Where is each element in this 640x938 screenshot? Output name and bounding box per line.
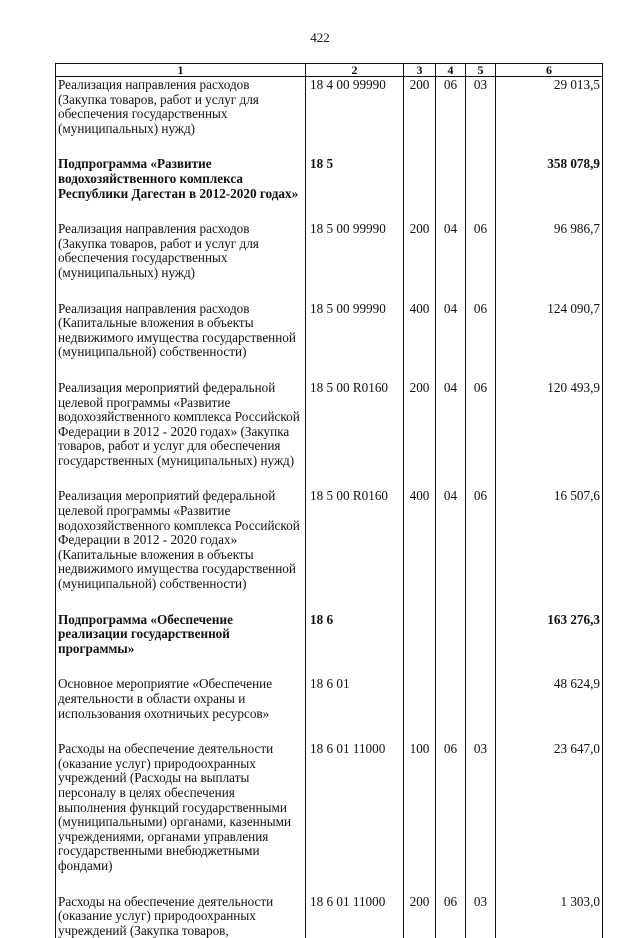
row-pr: 03	[466, 77, 496, 137]
row-name: Реализация мероприятий федеральной целевой программы «Развитие водохозяйственного комплекса Российской Федерации в 2012 - 2020 годах» (Закупка товаров, работ и услуг для обеспечения государственных (муниципальных) нужд)	[56, 380, 306, 469]
row-vr: 400	[404, 488, 436, 591]
table-row	[56, 741, 603, 873]
row-vr: 200	[404, 77, 436, 137]
row-amount: 120 493,9	[496, 380, 603, 469]
table-row	[56, 488, 603, 591]
row-spacer	[56, 656, 603, 676]
row-code: 18 6	[306, 612, 404, 657]
table-row	[56, 221, 603, 280]
row-name: Реализация направления расходов (Закупка товаров, работ и услуг для обеспечения государственных (муниципальных) нужд)	[56, 77, 306, 137]
table-row	[56, 676, 603, 721]
row-pr	[466, 676, 496, 721]
row-pr: 06	[466, 380, 496, 469]
row-name: Подпрограмма «Обеспечение реализации государственной программы»	[56, 612, 306, 657]
row-name: Расходы на обеспечение деятельности (оказание услуг) природоохранных учреждений (Закупка товаров,	[56, 894, 306, 938]
row-spacer	[56, 136, 603, 156]
row-vr	[404, 612, 436, 657]
table-row	[56, 156, 603, 201]
header-col-4: 4	[436, 64, 466, 77]
row-amount: 124 090,7	[496, 301, 603, 360]
row-code: 18 6 01 11000	[306, 894, 404, 938]
row-code: 18 5 00 R0160	[306, 488, 404, 591]
row-pr: 03	[466, 894, 496, 938]
row-name: Реализация мероприятий федеральной целевой программы «Развитие водохозяйственного комплекса Российской Федерации в 2012 - 2020 годах» (Капитальные вложения в объекты недвижимого имущества государственной (муниципальной) собственности)	[56, 488, 306, 591]
row-amount: 23 647,0	[496, 741, 603, 873]
row-code: 18 6 01 11000	[306, 741, 404, 873]
row-spacer	[56, 201, 603, 221]
table-row	[56, 301, 603, 360]
row-pr: 06	[466, 221, 496, 280]
row-vr: 100	[404, 741, 436, 873]
header-col-3: 3	[404, 64, 436, 77]
row-spacer	[56, 721, 603, 741]
row-amount: 48 624,9	[496, 676, 603, 721]
row-rz: 06	[436, 741, 466, 873]
row-pr: 06	[466, 488, 496, 591]
row-vr: 200	[404, 894, 436, 938]
row-amount: 358 078,9	[496, 156, 603, 201]
row-rz: 04	[436, 221, 466, 280]
row-amount: 163 276,3	[496, 612, 603, 657]
table-row	[56, 612, 603, 657]
table-row	[56, 894, 603, 938]
row-pr: 06	[466, 301, 496, 360]
row-pr	[466, 156, 496, 201]
header-col-5: 5	[466, 64, 496, 77]
row-code: 18 5 00 99990	[306, 221, 404, 280]
row-name: Реализация направления расходов (Капитальные вложения в объекты недвижимого имущества государственной (муниципальной) собственности)	[56, 301, 306, 360]
header-col-2: 2	[306, 64, 404, 77]
row-rz: 06	[436, 894, 466, 938]
budget-table	[55, 63, 603, 938]
page-number: 422	[0, 30, 640, 46]
row-rz: 04	[436, 301, 466, 360]
row-vr	[404, 676, 436, 721]
row-spacer	[56, 592, 603, 612]
row-vr: 400	[404, 301, 436, 360]
row-code: 18 5 00 99990	[306, 301, 404, 360]
row-spacer	[56, 468, 603, 488]
row-spacer	[56, 360, 603, 380]
row-spacer	[56, 874, 603, 894]
row-name: Основное мероприятие «Обеспечение деятельности в области охраны и использования охотничьих ресурсов»	[56, 676, 306, 721]
row-spacer	[56, 281, 603, 301]
row-amount: 16 507,6	[496, 488, 603, 591]
table-body	[56, 77, 603, 938]
row-code: 18 5 00 R0160	[306, 380, 404, 469]
row-rz: 04	[436, 380, 466, 469]
row-amount: 29 013,5	[496, 77, 603, 137]
row-vr	[404, 156, 436, 201]
header-col-6: 6	[496, 64, 603, 77]
table-header	[56, 64, 603, 77]
row-amount: 96 986,7	[496, 221, 603, 280]
row-code: 18 5	[306, 156, 404, 201]
row-pr: 03	[466, 741, 496, 873]
row-name: Подпрограмма «Развитие водохозяйственного комплекса Республики Дагестан в 2012-2020 годах»	[56, 156, 306, 201]
row-code: 18 4 00 99990	[306, 77, 404, 137]
row-name: Реализация направления расходов (Закупка товаров, работ и услуг для обеспечения государственных (муниципальных) нужд)	[56, 221, 306, 280]
row-vr: 200	[404, 380, 436, 469]
row-vr: 200	[404, 221, 436, 280]
table-row	[56, 380, 603, 469]
row-amount: 1 303,0	[496, 894, 603, 938]
row-rz: 04	[436, 488, 466, 591]
table-row	[56, 77, 603, 137]
row-rz: 06	[436, 77, 466, 137]
row-code: 18 6 01	[306, 676, 404, 721]
row-rz	[436, 612, 466, 657]
row-rz	[436, 676, 466, 721]
row-rz	[436, 156, 466, 201]
row-name: Расходы на обеспечение деятельности (оказание услуг) природоохранных учреждений (Расходы на выплаты персоналу в целях обеспечения выполнения функций государственными (муниципальными) органами, казенными учреждениями, органами управления государственными внебюджетными фондами)	[56, 741, 306, 873]
row-pr	[466, 612, 496, 657]
header-col-1: 1	[56, 64, 306, 77]
